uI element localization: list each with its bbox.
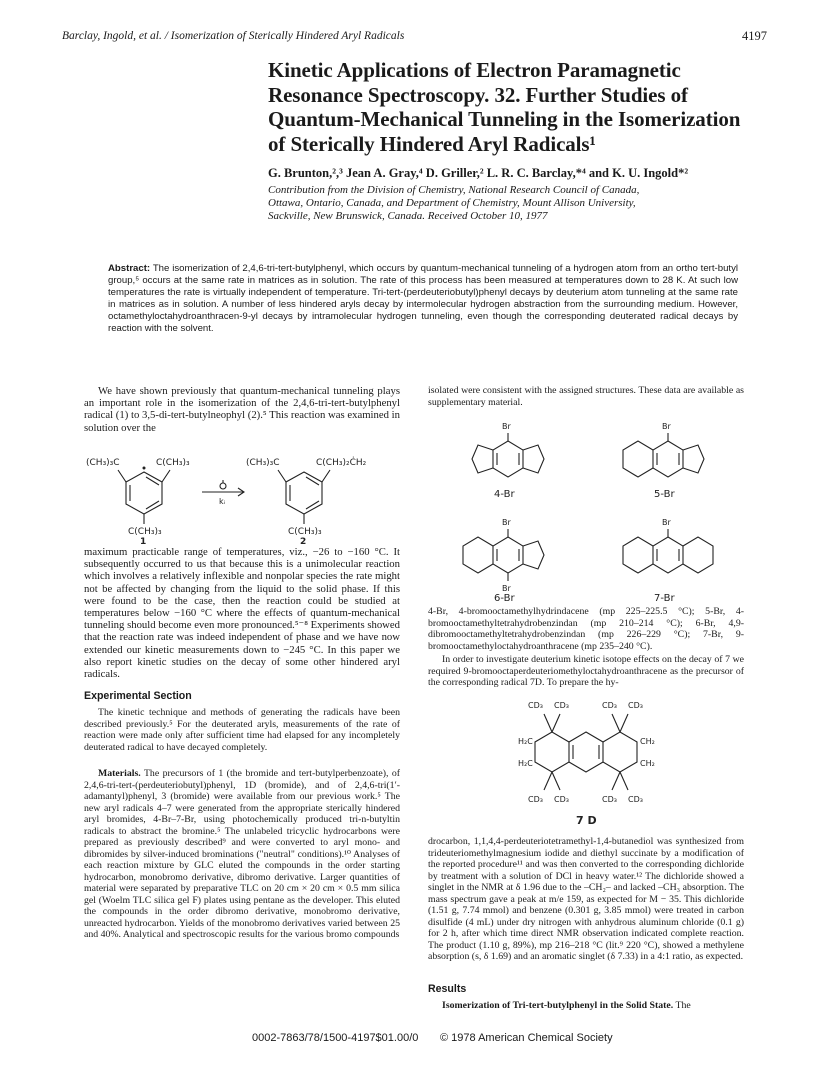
abstract bbox=[108, 263, 738, 336]
ch2-label-1: CH₂ bbox=[640, 737, 655, 746]
materials-text: The precursors of 1 (the bromide and tert-butylperbenzoate), of 2,4,6-tri-tert-(perdeuteriobutyl)phenyl, 1D (bromide), and of 2,4,6-tri(1′-adamantyl)phenyl, 3 (bromide) were available from our previous work.⁵ The new aryl radicals 4–7 were generated from the appropriate sterically hindered aryl bromides, 4-Br–7-Br, using photochemically produced tri-n-butyltin radicals to abstract the bromine.⁵ The unlabeled tricyclic hydrocarbons were prepared as previously described⁹ and were converted to aryl mono- and dibromides by silver-induced brominations ("neutral" conditions).¹⁰ Analyses of each reaction mixture by GLC eluted the compounds in the order starting hydrocarbon, monobromo derivative, dibromo derivative. Larger quantities of material were separated by preparative TLC on 20 cm × 20 cm × 0.5 mm silica gel (Woelm TLC silica gel F) plates using pentane as the developer. This eluted the compounds in the order dibromo derivative, monobromo derivative, unreacted hydrocarbon. Yields of the monobromo derivatives varied between 25 and 40%. Analytical and spectroscopic results for the various bromo compounds bbox=[84, 768, 400, 940]
cd3-label-4: CD₃ bbox=[628, 701, 643, 710]
label-7-br: 7-Br bbox=[654, 593, 675, 603]
scheme-1-sub-para: C(CH₃)₃ bbox=[128, 527, 162, 537]
bromine-label-4: Br bbox=[502, 422, 511, 431]
right-paragraph-3: In order to investigate deuterium kinetic isotope effects on the decay of 7 we required 9-bromooctaperdeuteriomethyloctahydroanthracene as the precursor of the corresponding radical 7D. To prepare the hy- bbox=[428, 654, 744, 688]
results-subheading-tail: The bbox=[675, 1000, 691, 1011]
intro-paragraph-1: We have shown previously that quantum-mechanical tunneling plays an important role in the isomerization of the 2,4,6-tri-tert-butylphenyl radical (1) to 3,5-di-tert-butylneophyl (2).⁵ This reaction was examined in solution over the bbox=[84, 385, 400, 434]
right-paragraph-1: isolated were consistent with the assigned structures. These data are available as supplementary material. bbox=[428, 385, 744, 408]
title-line-3: Quantum-Mechanical Tunneling in the Isomerization bbox=[268, 107, 741, 131]
label-7d: 7 D bbox=[576, 814, 597, 827]
scheme-2-sub-right: C(CH₃)₂ĊH₂ bbox=[316, 458, 367, 468]
intro-paragraph-2: maximum practicable range of temperatures, viz., −26 to −160 °C. It subsequently occurred to us that because this is a unimolecular reaction which involves a relatively inflexible and nonpolar species the rate might not be affected by changing from the liquid to the solid phase. If this were found to be the case, then the reaction could be studied at temperatures below −160 °C where the effects of quantum-mechanical tunneling should become even more pronounced.⁵⁻⁸ Experiments showed that the reaction rate was indeed independent of phase and we have now extended our kinetic measurements down to −245 °C. In this paper we also report kinetic studies on the decay of some other hindered aryl radicals. bbox=[84, 546, 400, 681]
cd3-label-3: CD₃ bbox=[602, 701, 617, 710]
bromide-list: 4-Br, 4-bromooctamethylhydrindacene (mp 225–225.5 °C); 5-Br, 4-bromooctamethyltetrahydrobenzindan (mp 210–214 °C); 6-Br, 4,9-dibromooctamethyltetrahydrobenzindan (mp 226–229 °C); 7-Br, 9-bromooctamethyloctahydroanthracene (mp 235–240 °C). bbox=[428, 606, 744, 652]
compound-1-number: 1 bbox=[140, 537, 147, 544]
author-list: G. Brunton,²,³ Jean A. Gray,⁴ D. Griller,² L. R. C. Barclay,*⁴ and K. U. Ingold*² bbox=[268, 166, 689, 180]
materials-label: Materials. bbox=[98, 768, 141, 779]
abstract-label: Abstract: bbox=[108, 263, 151, 274]
label-6-br: 6-Br bbox=[494, 593, 515, 603]
rate-constant-label: kᵢ bbox=[219, 497, 226, 506]
abstract-text: The isomerization of 2,4,6-tri-tert-butylphenyl, which occurs by quantum-mechanical tunneling of a hydrogen atom from an ortho tert-butyl group,⁵ occurs at the same rate in matrices as in solution. The rate of this process has been measured at temperatures down to 28 K. At such low temperatures the rate is virtually independent of temperature. Tri-tert-(perdeuteriobutyl)phenyl decays by deuterium atom tunneling at the same rate in matrices as in solution. A number of less hindered aryls decay by intermolecular hydrogen abstraction from the surrounding medium. However, octamethyloctahydroanthracen-9-yl decays by intramolecular hydrogen tunneling, even though the corresponding deuterated radical decays by reaction with the solvent. bbox=[108, 263, 738, 335]
scheme-2-sub-left: (CH₃)₃C bbox=[246, 458, 280, 468]
footer-copyright: © 1978 American Chemical Society bbox=[440, 1032, 613, 1044]
benzene-ring-1 bbox=[126, 472, 162, 514]
ch2-label-2: CH₂ bbox=[640, 759, 655, 768]
affiliation bbox=[268, 184, 748, 223]
affiliation-line-3: Sackville, New Brunswick, Canada. Received October 10, 1977 bbox=[268, 210, 548, 222]
bromine-label-6a: Br bbox=[502, 518, 511, 527]
right-paragraph-4: drocarbon, 1,1,4,4-perdeuteriotetramethyl-1,4-butanediol was synthesized from trideuteriomethylmagnesium iodide and diethyl succinate by a modification of the reported procedure¹¹ and was then converted to the corresponding dichloride by treatment with a solution of DCl in heavy water.¹² The dichloride showed a singlet in the NMR at δ 1.96 due to the –CH₂– and lacked –CH₃ absorption. The mass spectrum gave a peak at m/e 159, as expected for M − 35. This dichloride (1.51 g, 7.74 mmol) and benzene (0.301 g, 3.85 mmol) were treated in carbon disulfide (4 mL) under dry nitrogen with anhydrous aluminum chloride (0.1 g) for 2 h, after which time direct NMR observation indicated complete reaction. The product (1.10 g, 89%), mp 216–218 °C (lit.⁹ 220 °C), showed a methylene absorption (s, δ 1.69) and an aromatic singlet (δ 7.33) in a 4:1 ratio, as expected. bbox=[428, 836, 744, 962]
bromine-label-6b: Br bbox=[502, 584, 511, 593]
running-head: Barclay, Ingold, et al. / Isomerization of Sterically Hindered Aryl Radicals bbox=[62, 30, 405, 42]
results-heading: Results bbox=[428, 983, 467, 995]
cd3-label-1: CD₃ bbox=[528, 701, 543, 710]
bromine-label-7: Br bbox=[662, 518, 671, 527]
affiliation-line-2: Ottawa, Ontario, Canada, and Department of Chemistry, Mount Allison University, bbox=[268, 197, 636, 209]
cd3-label-8: CD₃ bbox=[628, 795, 643, 804]
experimental-paragraph-1: The kinetic technique and methods of generating the radicals have been described previously.⁵ For the deuterated aryls, measurements of the rate of reaction were made only after sufficient time had elapsed for any incompletely deuterated radical to have decayed completely. bbox=[84, 707, 400, 753]
cd3-label-5: CD₃ bbox=[528, 795, 543, 804]
article-title bbox=[268, 58, 768, 156]
footer-code: 0002-7863/78/1500-4197$01.00/0 bbox=[252, 1032, 419, 1044]
materials-paragraph bbox=[84, 768, 400, 941]
affiliation-line-1: Contribution from the Division of Chemistry, National Research Council of Canada, bbox=[268, 184, 640, 196]
structure-7d bbox=[428, 692, 744, 830]
title-line-1: Kinetic Applications of Electron Paramagnetic bbox=[268, 58, 681, 82]
scheme-1-sub-right: C(CH₃)₃ bbox=[156, 458, 190, 468]
cd3-label-6: CD₃ bbox=[554, 795, 569, 804]
scheme-1-sub-left: (CH₃)₃C bbox=[86, 458, 120, 468]
reaction-scheme bbox=[84, 448, 404, 544]
label-4-br: 4-Br bbox=[494, 489, 515, 500]
h2c-label-2: H₂C bbox=[518, 759, 533, 768]
experimental-heading: Experimental Section bbox=[84, 690, 192, 702]
cd3-label-2: CD₃ bbox=[554, 701, 569, 710]
results-subheading bbox=[428, 1000, 744, 1012]
h2c-label-1: H₂C bbox=[518, 737, 533, 746]
bromide-structures bbox=[428, 413, 744, 603]
scheme-2-sub-para: C(CH₃)₃ bbox=[288, 527, 322, 537]
benzene-ring-2 bbox=[286, 472, 322, 514]
compound-2-number: 2 bbox=[300, 537, 307, 544]
title-line-2: Resonance Spectroscopy. 32. Further Studies of bbox=[268, 82, 688, 107]
cd3-label-7: CD₃ bbox=[602, 795, 617, 804]
label-5-br: 5-Br bbox=[654, 489, 675, 500]
title-line-4: of Sterically Hindered Aryl Radicals¹ bbox=[268, 131, 596, 156]
results-subheading-title: Isomerization of Tri-tert-butylphenyl in the Solid State. bbox=[442, 1000, 674, 1011]
page-number: 4197 bbox=[742, 29, 767, 43]
bromine-label-5: Br bbox=[662, 422, 671, 431]
